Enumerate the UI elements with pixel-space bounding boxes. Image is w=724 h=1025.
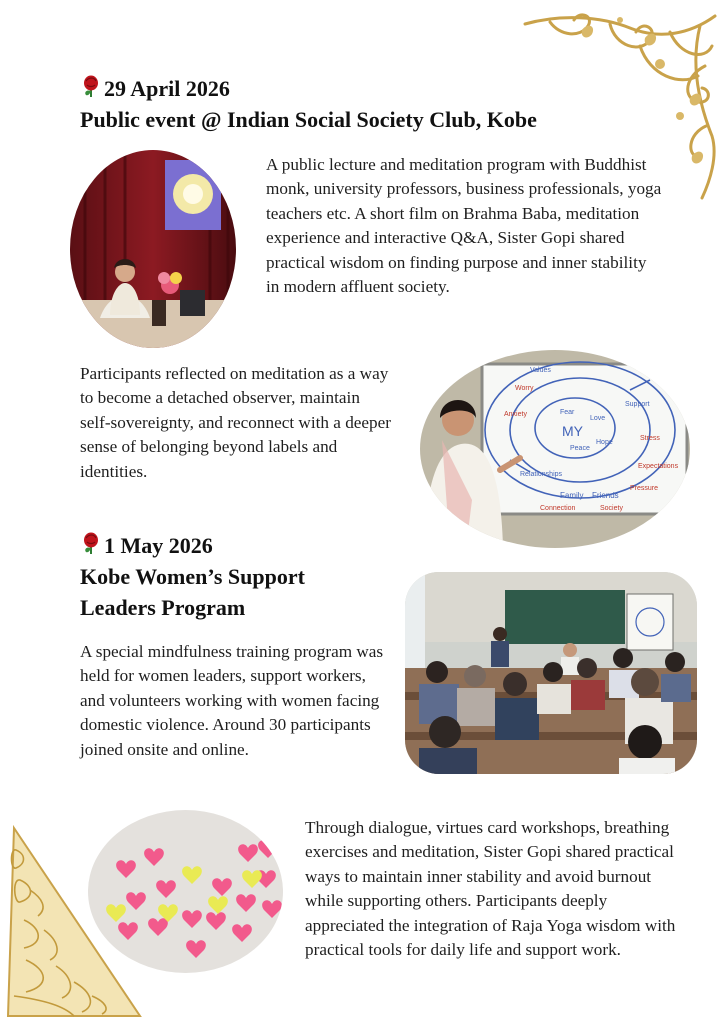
event2-closing: Through dialogue, virtues card workshops, breathing exercises and meditation, Sister Gopi shared practical ways to maintain inner stability and avoid burnout while supporting others. Participants deeply appreciated the integration of Raja Yoga wisdom with practical tools for daily life and support work. [305,818,676,960]
svg-text:Hope: Hope [596,439,613,446]
event2-title-line1: Kobe Women’s Support [80,564,305,589]
event1-description: A public lecture and meditation program with Buddhist monk, university professors, business professionals, yoga teachers etc. A short film on Brahma Baba, meditation experience and interactive Q&A, Sister Gopi shared practical wisdom on finding purpose and inner stability in modern affluent society. [266,155,662,297]
rose-icon [80,75,102,99]
svg-text:Worry: Worry [515,385,534,392]
svg-text:Stress: Stress [640,435,660,442]
event1-date-text: 29 April 2026 [104,76,230,101]
svg-text:Relationships: Relationships [520,471,563,478]
svg-text:Pressure: Pressure [630,485,659,492]
classroom-photo [405,572,697,774]
heart-notes-photo [88,810,283,973]
event2-date-text: 1 May 2026 [104,533,213,558]
svg-text:Support: Support [625,401,650,408]
svg-text:Family: Family [560,491,584,500]
event1-stage-photo [70,150,236,348]
svg-text:Values: Values [530,367,551,374]
svg-text:Connection: Connection [540,505,576,512]
event1-reflection: Participants reflected on meditation as a way to become a detached observer, maintain self-sovereignty, and reconnect with a deeper sense of belonging beyond labels and identities. [80,364,391,481]
svg-text:Expectations: Expectations [638,463,679,470]
svg-text:Friends: Friends [592,491,619,500]
event2-description: A special mindfulness training program was held for women leaders, support workers, and volunteers working with women facing domestic violence. Around 30 participants joined onsite and online. [80,642,384,759]
svg-text:Anxiety: Anxiety [504,411,527,418]
svg-text:Society: Society [600,505,623,512]
whiteboard-presenter-photo [420,350,690,548]
svg-text:Love: Love [590,415,606,422]
rose-icon [80,532,102,556]
event1-date [80,73,537,104]
svg-text:Fear: Fear [560,409,575,416]
event2-title-line2: Leaders Program [80,595,246,620]
event1-title: Public event @ Indian Social Society Club, Kobe [80,107,537,132]
svg-text:Peace: Peace [570,445,590,452]
event2-date [80,530,305,561]
whiteboard-center-text: MY [562,423,583,439]
